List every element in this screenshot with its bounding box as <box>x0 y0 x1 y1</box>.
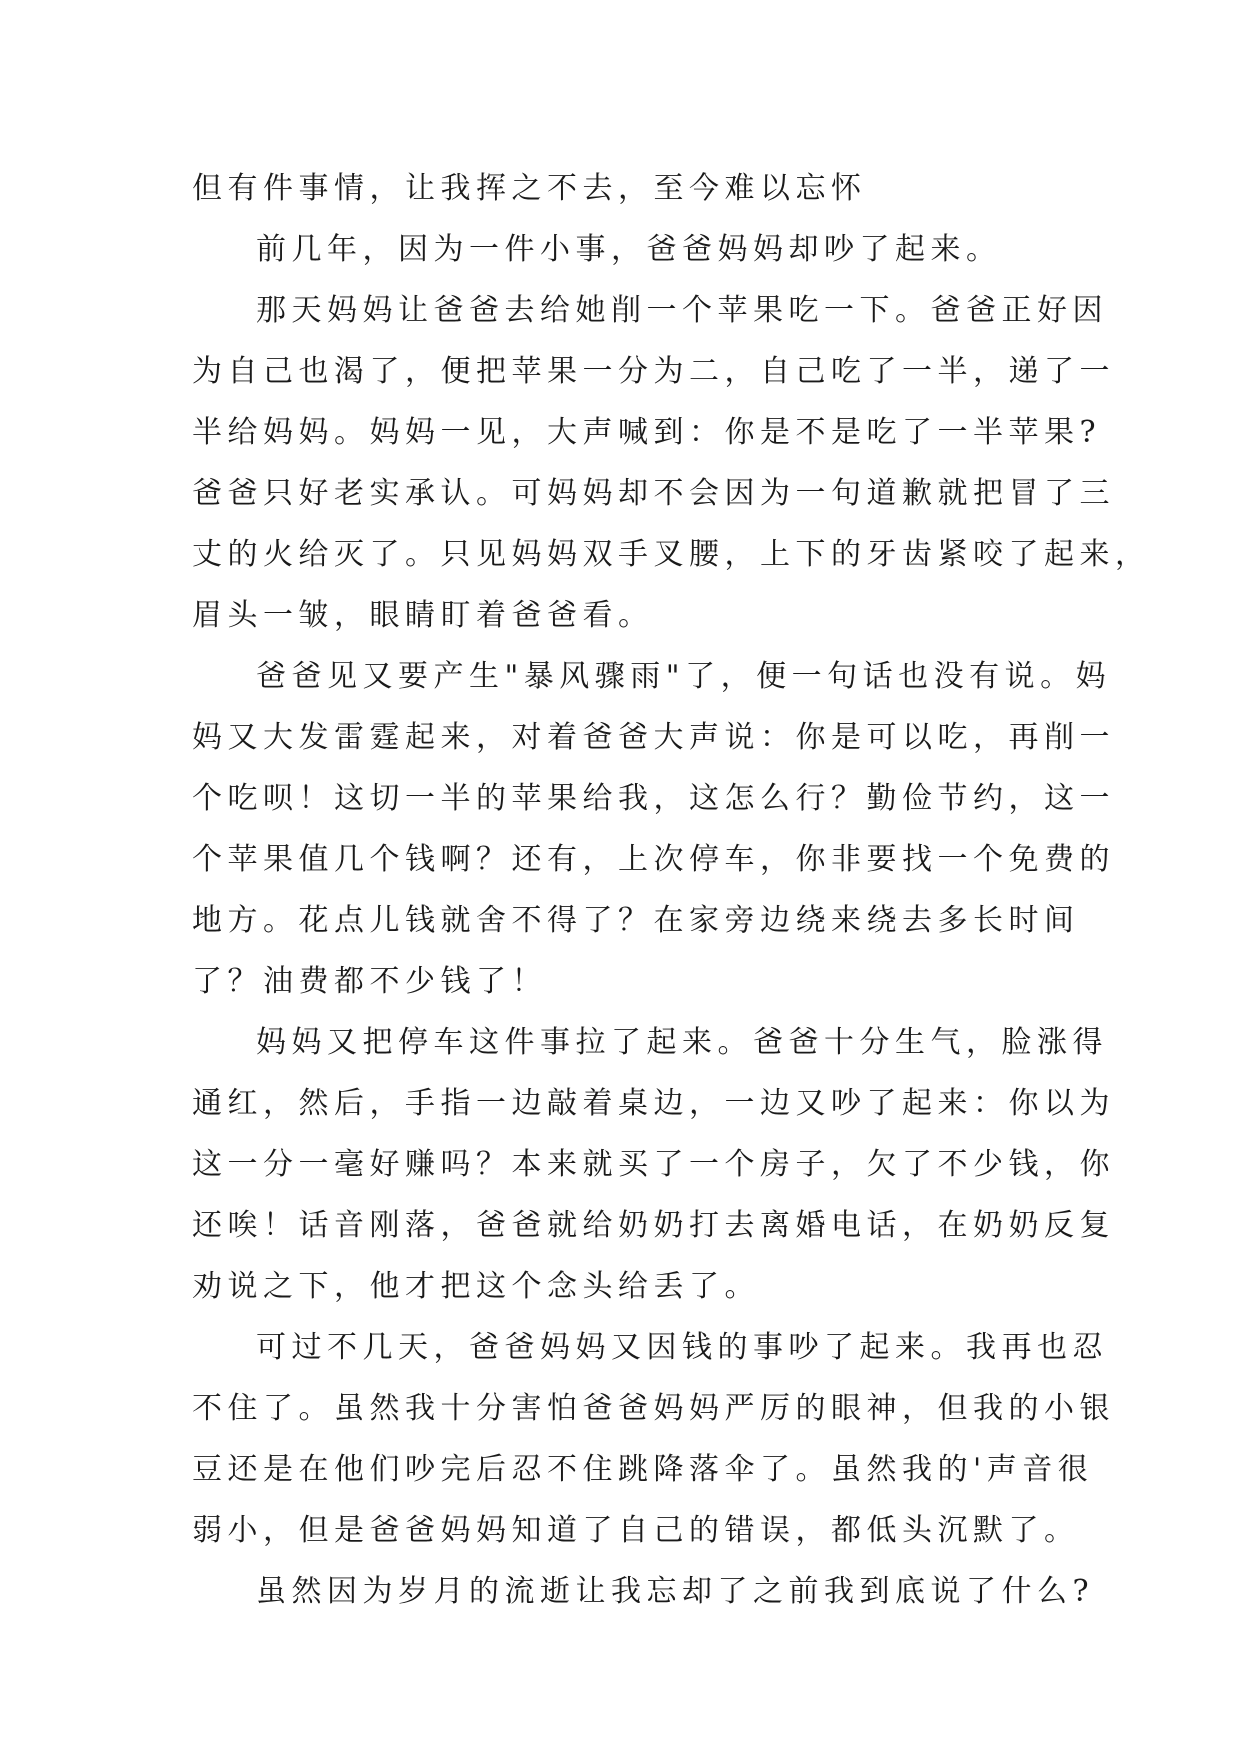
text-line: 弱小，但是爸爸妈妈知道了自己的错误，都低头沉默了。 <box>192 1513 1080 1548</box>
text-line: 但有件事情，让我挥之不去，至今难以忘怀 <box>192 171 867 206</box>
text-line: 不住了。虽然我十分害怕爸爸妈妈严厉的眼神，但我的小银 <box>192 1391 1115 1426</box>
text-line: 为自己也渴了，便把苹果一分为二，自己吃了一半，递了一 <box>192 354 1115 389</box>
text-line: 可过不几天，爸爸妈妈又因钱的事吵了起来。我再也忍 <box>256 1330 1108 1365</box>
text-line: 虽然因为岁月的流逝让我忘却了之前我到底说了什么? <box>256 1574 1095 1609</box>
text-line: 还唉！话音刚落，爸爸就给奶奶打去离婚电话，在奶奶反复 <box>192 1208 1115 1243</box>
text-line: 劝说之下，他才把这个念头给丢了。 <box>192 1269 760 1304</box>
text-line: 丈的火给灭了。只见妈妈双手叉腰，上下的牙齿紧咬了起来， <box>192 537 1151 572</box>
text-line: 这一分一毫好赚吗？本来就买了一个房子，欠了不少钱，你 <box>192 1147 1115 1182</box>
document-body <box>192 158 1151 1622</box>
text-line: 爸爸见又要产生"暴风骤雨"了，便一句话也没有说。妈 <box>256 659 1112 694</box>
text-line: 爸爸只好老实承认。可妈妈却不会因为一句道歉就把冒了三 <box>192 476 1115 511</box>
text-line: 前几年，因为一件小事，爸爸妈妈却吵了起来。 <box>256 232 1002 267</box>
text-line: 通红，然后，手指一边敲着桌边，一边又吵了起来：你以为 <box>192 1086 1115 1121</box>
text-line: 个吃呗！这切一半的苹果给我，这怎么行？勤俭节约，这一 <box>192 781 1115 816</box>
text-line: 妈又大发雷霆起来，对着爸爸大声说：你是可以吃，再削一 <box>192 720 1115 755</box>
text-line: 豆还是在他们吵完后忍不住跳降落伞了。虽然我的'声音很 <box>192 1452 1094 1487</box>
text-line: 了？油费都不少钱了！ <box>192 964 547 999</box>
text-line: 眉头一皱，眼睛盯着爸爸看。 <box>192 598 654 633</box>
text-line: 个苹果值几个钱啊？还有，上次停车，你非要找一个免费的 <box>192 842 1115 877</box>
text-line: 那天妈妈让爸爸去给她削一个苹果吃一下。爸爸正好因 <box>256 293 1108 328</box>
text-line: 半给妈妈。妈妈一见，大声喊到：你是不是吃了一半苹果? <box>192 415 1102 450</box>
text-line: 妈妈又把停车这件事拉了起来。爸爸十分生气，脸涨得 <box>256 1025 1108 1060</box>
text-line: 地方。花点儿钱就舍不得了？在家旁边绕来绕去多长时间 <box>192 903 1080 938</box>
